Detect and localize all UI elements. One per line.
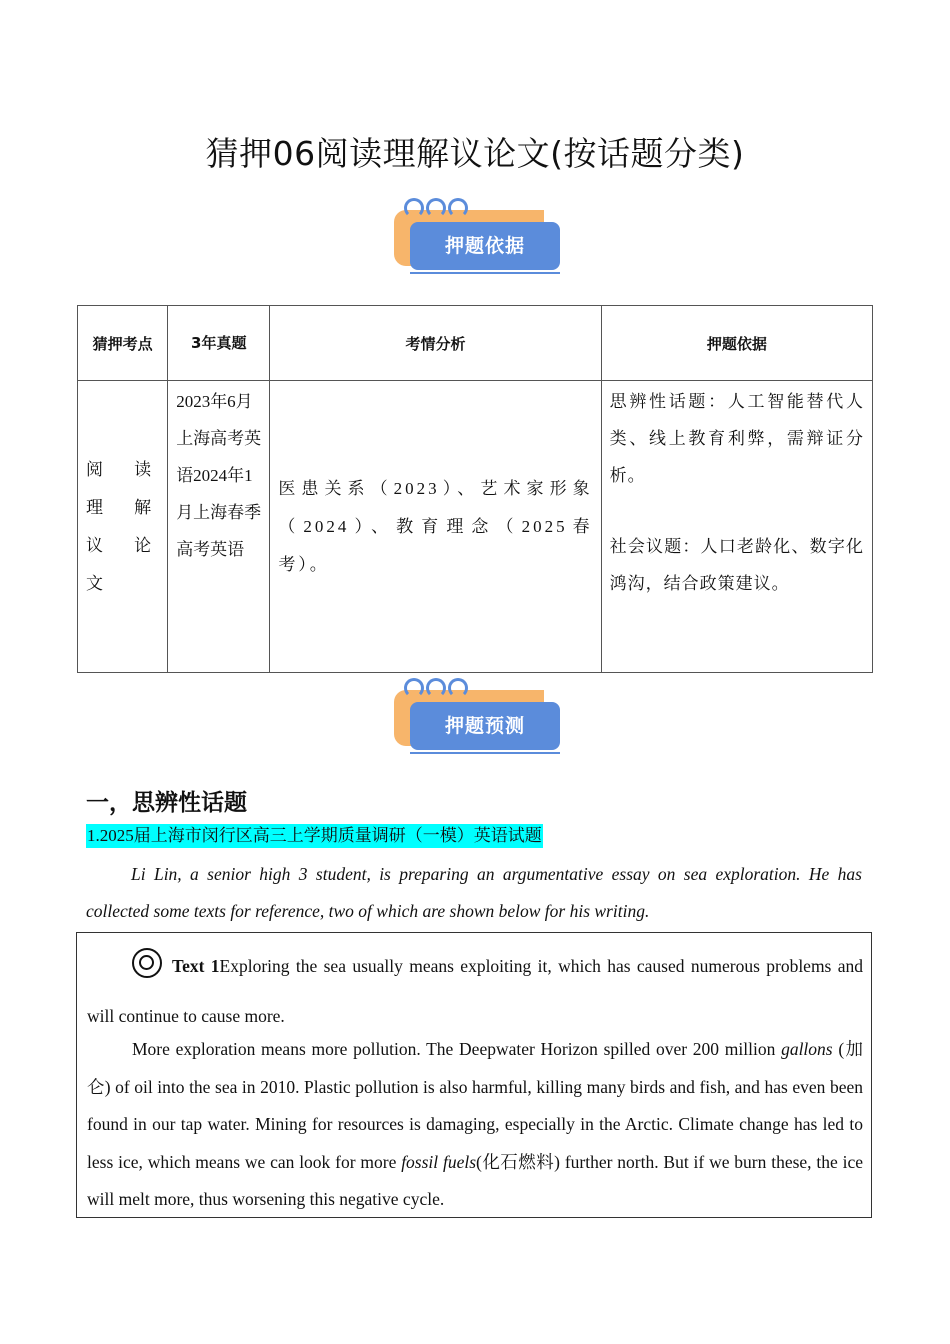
header-years [168, 306, 270, 381]
source-label: 1.2025届上海市闵行区高三上学期质量调研（一模）英语试题 [86, 824, 543, 848]
text1-lead: Exploring the sea usually means exploiting it, which has caused numerous problems and will continue to cause more. [87, 956, 863, 1026]
header-years-label: 3年真题 [191, 334, 247, 352]
text1-label: Text 1 [172, 956, 220, 976]
table-header-row [78, 306, 873, 381]
badge-forecast [392, 678, 564, 762]
binder-rings-icon [404, 198, 470, 218]
text1-body-b: of oil into the sea in 2010. Plastic pollution is also harmful, killing many birds and fish, and has even been found in our tap water. Mining for resources is damaging, especially in the Arctic. Climate change has led to less ice, which means we can look for more [87, 1076, 864, 1172]
header-topic: 猜押考点 [78, 306, 168, 381]
gloss-gallons: (加仑) [87, 1039, 863, 1097]
text-box [76, 932, 872, 1218]
section-heading: 一，思辨性话题 [86, 790, 247, 816]
cell-topic: 阅读理解议论文 [78, 381, 168, 673]
term-gallons: gallons [781, 1039, 833, 1059]
info-table [77, 305, 873, 673]
badge-basis [392, 198, 564, 282]
target-icon [132, 948, 162, 978]
text1-body-paragraph [87, 1031, 863, 1218]
text1-lead-paragraph [87, 941, 863, 1041]
cell-years: 2023年6月上海高考英语2024年1月上海春季高考英语 [168, 381, 270, 673]
badge-basis-label: 押题依据 [444, 235, 525, 257]
term-fossil-fuels: fossil fuels [401, 1151, 477, 1172]
text1-body-a: More exploration means more pollution. The Deepwater Horizon spilled over 200 million [132, 1039, 782, 1059]
intro-paragraph: Li Lin, a senior high 3 student, is preparing an argumentative essay on sea exploration. He has collected some texts for reference, two of which are shown below for his writing. [86, 864, 862, 921]
table-row [78, 381, 873, 673]
page-title: 猜押06阅读理解议论文(按话题分类) [205, 134, 745, 173]
gloss-fossil-fuels: (化石燃料) [476, 1151, 565, 1172]
text1-body-c: further north. But if we burn these, the ice will melt more, thus worsening this negative cycle. [87, 1151, 863, 1209]
basis-item: 思辨性话题：人工智能替代人类、线上教育利弊，需辩证分析。 [609, 392, 864, 485]
basis-item: 社会议题：人口老龄化、数字化鸿沟，结合政策建议。 [609, 537, 864, 593]
cell-analysis: 医患关系（2023）、艺术家形象（2024）、教育理念（2025春考）。 [270, 381, 601, 673]
header-basis: 押题依据 [601, 306, 872, 381]
badge-forecast-label: 押题预测 [444, 715, 525, 737]
header-analysis: 考情分析 [270, 306, 601, 381]
cell-basis [601, 381, 872, 673]
binder-rings-icon [404, 678, 470, 698]
